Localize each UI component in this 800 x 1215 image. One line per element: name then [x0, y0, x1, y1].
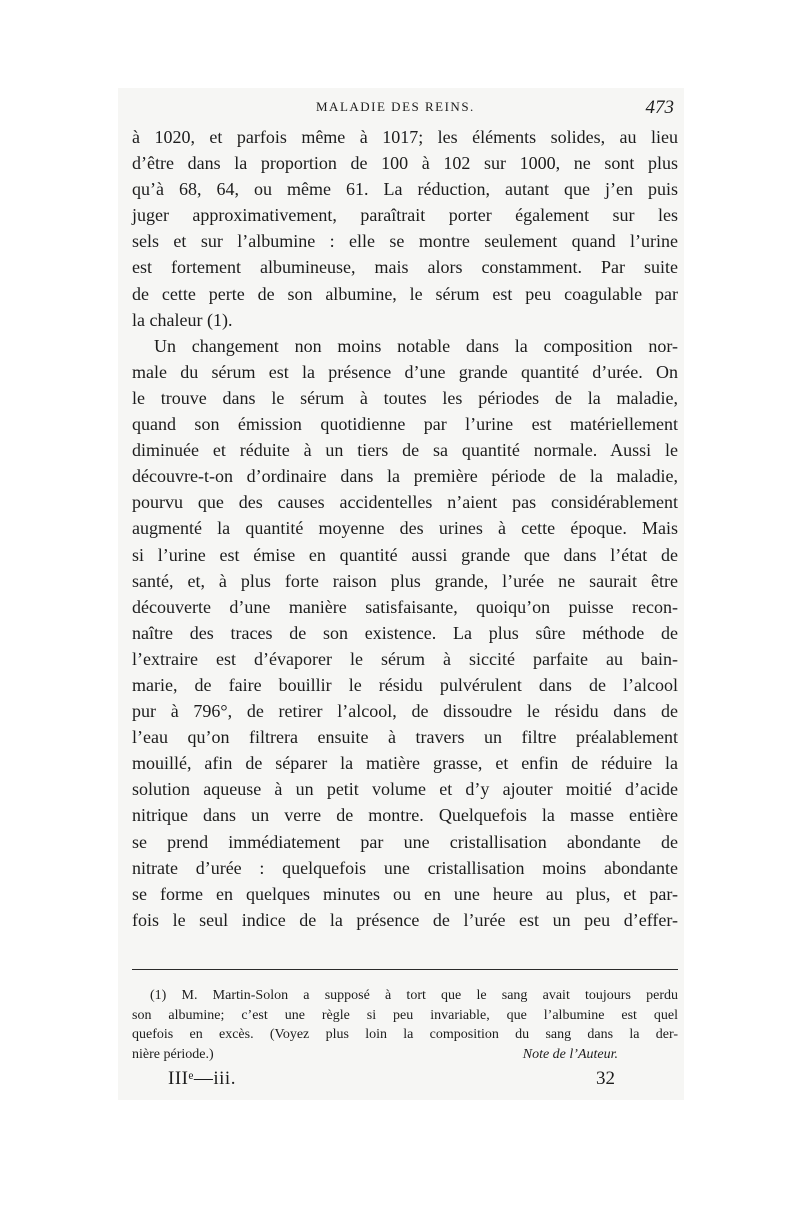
text-line: se prend immédiatement par une cristallisation abondante de: [132, 831, 678, 852]
text-line: nitrate d’urée : quelquefois une cristallisation moins abondante: [132, 857, 678, 878]
body-text: [132, 124, 678, 933]
text-line: mouillé, afin de séparer la matière grasse, et enfin de réduire la: [132, 753, 678, 774]
text-line: solution aqueuse à un petit volume et d’y ajouter moitié d’acide: [132, 779, 678, 800]
text-line: découverte d’une manière satisfaisante, quoiqu’on puisse recon-: [132, 596, 678, 617]
text-line: sels et sur l’albumine : elle se montre seulement quand l’urine: [132, 231, 678, 252]
text-line: juger approximativement, paraîtrait porter également sur les: [132, 205, 678, 226]
text-line: le trouve dans le sérum à toutes les périodes de la maladie,: [132, 387, 678, 408]
text-line: découvre-t-on d’ordinaire dans la première période de la maladie,: [132, 466, 678, 487]
text-line: quand son émission quotidienne par l’urine est matériellement: [132, 414, 678, 435]
text-line: d’être dans la proportion de 100 à 102 sur 1000, ne sont plus: [132, 153, 678, 174]
text-line: nitrique dans un verre de montre. Quelquefois la masse entière: [132, 805, 678, 826]
text-line: de cette perte de son albumine, le sérum est peu coagulable par: [132, 283, 678, 304]
page-number: 473: [645, 97, 674, 118]
text-line: se forme en quelques minutes ou en une heure au plus, et par-: [132, 883, 678, 904]
text-line: naître des traces de son existence. La plus sûre méthode de: [132, 622, 678, 643]
footnote-line: (1) M. Martin-Solon a supposé à tort que le sang avait toujours perdu: [150, 988, 678, 1003]
text-line: fois le seul indice de la présence de l’urée est un peu d’effer-: [132, 909, 678, 930]
footnote-line: nière période.): [132, 1046, 214, 1062]
text-line: qu’à 68, 64, ou même 61. La réduction, autant que j’en puis: [132, 179, 678, 200]
footnote-signature: Note de l’Auteur.: [522, 1046, 618, 1062]
text-line: marie, de faire bouillir le résidu pulvérulent dans de l’alcool: [132, 674, 678, 695]
text-line: Un changement non moins notable dans la composition nor-: [154, 335, 678, 356]
footnote: [132, 986, 678, 1064]
footnote-rule: [132, 969, 678, 970]
text-line: est fortement albumineuse, mais alors constamment. Par suite: [132, 257, 678, 278]
text-line: si l’urine est émise en quantité aussi grande que dans l’état de: [132, 544, 678, 565]
text-line: pur à 796°, de retirer l’alcool, de dissoudre le résidu dans de: [132, 701, 678, 722]
text-line: diminuée et réduite à un tiers de sa quantité normale. Aussi le: [132, 440, 678, 461]
footnote-last-line: [132, 1045, 678, 1065]
signature-mark: IIIᵉ—iii.: [168, 1068, 236, 1089]
text-line: à 1020, et parfois même à 1017; les éléments solides, au lieu: [132, 127, 678, 147]
footnote-line: quefois en excès. (Voyez plus loin la composition du sang dans la der-: [132, 1027, 678, 1042]
running-head: MALADIE DES REINS.: [316, 99, 475, 114]
folio-number: 32: [596, 1068, 615, 1089]
text-line: santé, et, à plus forte raison plus grande, l’urée ne saurait être: [132, 570, 678, 591]
text-line: pourvu que des causes accidentelles n’aient pas considérablement: [132, 492, 678, 513]
text-line: augmenté la quantité moyenne des urines à cette époque. Mais: [132, 518, 678, 539]
text-line: l’eau qu’on filtrera ensuite à travers un filtre préalablement: [132, 727, 678, 748]
text-line: male du sérum est la présence d’une grande quantité d’urée. On: [132, 361, 678, 382]
page-header: [118, 97, 684, 121]
text-line: la chaleur (1).: [132, 309, 233, 330]
footnote-line: son albumine; c’est une règle si peu invariable, que l’albumine est quel: [132, 1007, 678, 1023]
text-line: l’extraire est d’évaporer le sérum à siccité parfaite au bain-: [132, 648, 678, 669]
